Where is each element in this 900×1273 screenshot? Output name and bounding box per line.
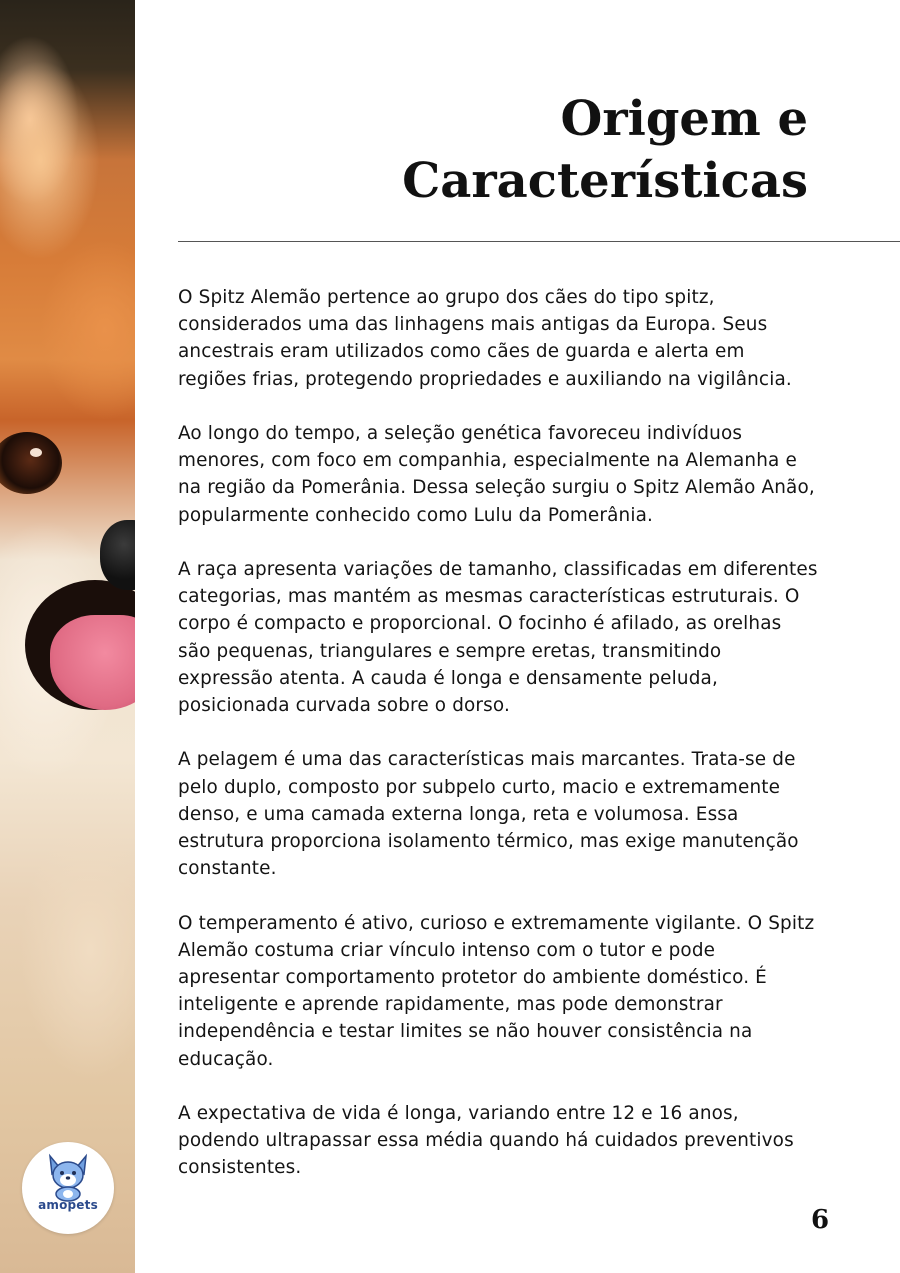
paragraph-structure: A raça apresenta variações de tamanho, classificadas em diferentes categorias, mas mantém as mesmas características estruturais. O corpo é compacto e proporcional. O focinho é afilado, as orelhas são pequenas, triangulares e sempre eretas, transmitindo expressão atenta. A cauda é longa e densamente peluda, posicionada curvada sobre o dorso. bbox=[178, 559, 818, 717]
paragraph-coat: A pelagem é uma das características mais marcantes. Trata-se de pelo duplo, composto por subpelo curto, macio e extremamente denso, e uma camada externa longa, reta e volumosa. Essa estrutura proporciona isolamento térmico, mas exige manutenção constante. bbox=[178, 749, 799, 880]
dog-mascot-icon bbox=[42, 1150, 94, 1202]
amopets-logo bbox=[22, 1142, 114, 1234]
page-title bbox=[402, 88, 808, 212]
title-divider bbox=[178, 241, 900, 242]
pomeranian-photo bbox=[0, 0, 135, 1273]
title-line-2: Características bbox=[402, 153, 808, 209]
paragraph-origin: O Spitz Alemão pertence ao grupo dos cães do tipo spitz, considerados uma das linhagens mais antigas da Europa. Seus ancestrais eram utilizados como cães de guarda e alerta em regiões frias, protegendo propriedades e auxiliando na vigilância. bbox=[178, 287, 792, 390]
logo-wordmark: amopets bbox=[38, 1198, 98, 1212]
paragraph-lifespan: A expectativa de vida é longa, variando entre 12 e 16 anos, podendo ultrapassar essa média quando há cuidados preventivos consistentes. bbox=[178, 1103, 794, 1179]
eye-highlight bbox=[30, 448, 42, 457]
paragraph-selection: Ao longo do tempo, a seleção genética favoreceu indivíduos menores, com foco em companhia, especialmente na Alemanha e na região da Pomerânia. Dessa seleção surgiu o Spitz Alemão Anão, popularmente conhecido como Lulu da Pomerânia. bbox=[178, 423, 815, 526]
dog-eye bbox=[0, 432, 62, 494]
title-line-1: Origem e bbox=[560, 91, 808, 147]
page-number: 6 bbox=[810, 1205, 830, 1235]
body-text bbox=[178, 284, 818, 1209]
paragraph-temperament: O temperamento é ativo, curioso e extremamente vigilante. O Spitz Alemão costuma criar vínculo intenso com o tutor e pode apresentar comportamento protetor do ambiente doméstico. É inteligente e aprende rapidamente, mas pode demonstrar independência e testar limites se não houver consistência na educação. bbox=[178, 912, 815, 1070]
